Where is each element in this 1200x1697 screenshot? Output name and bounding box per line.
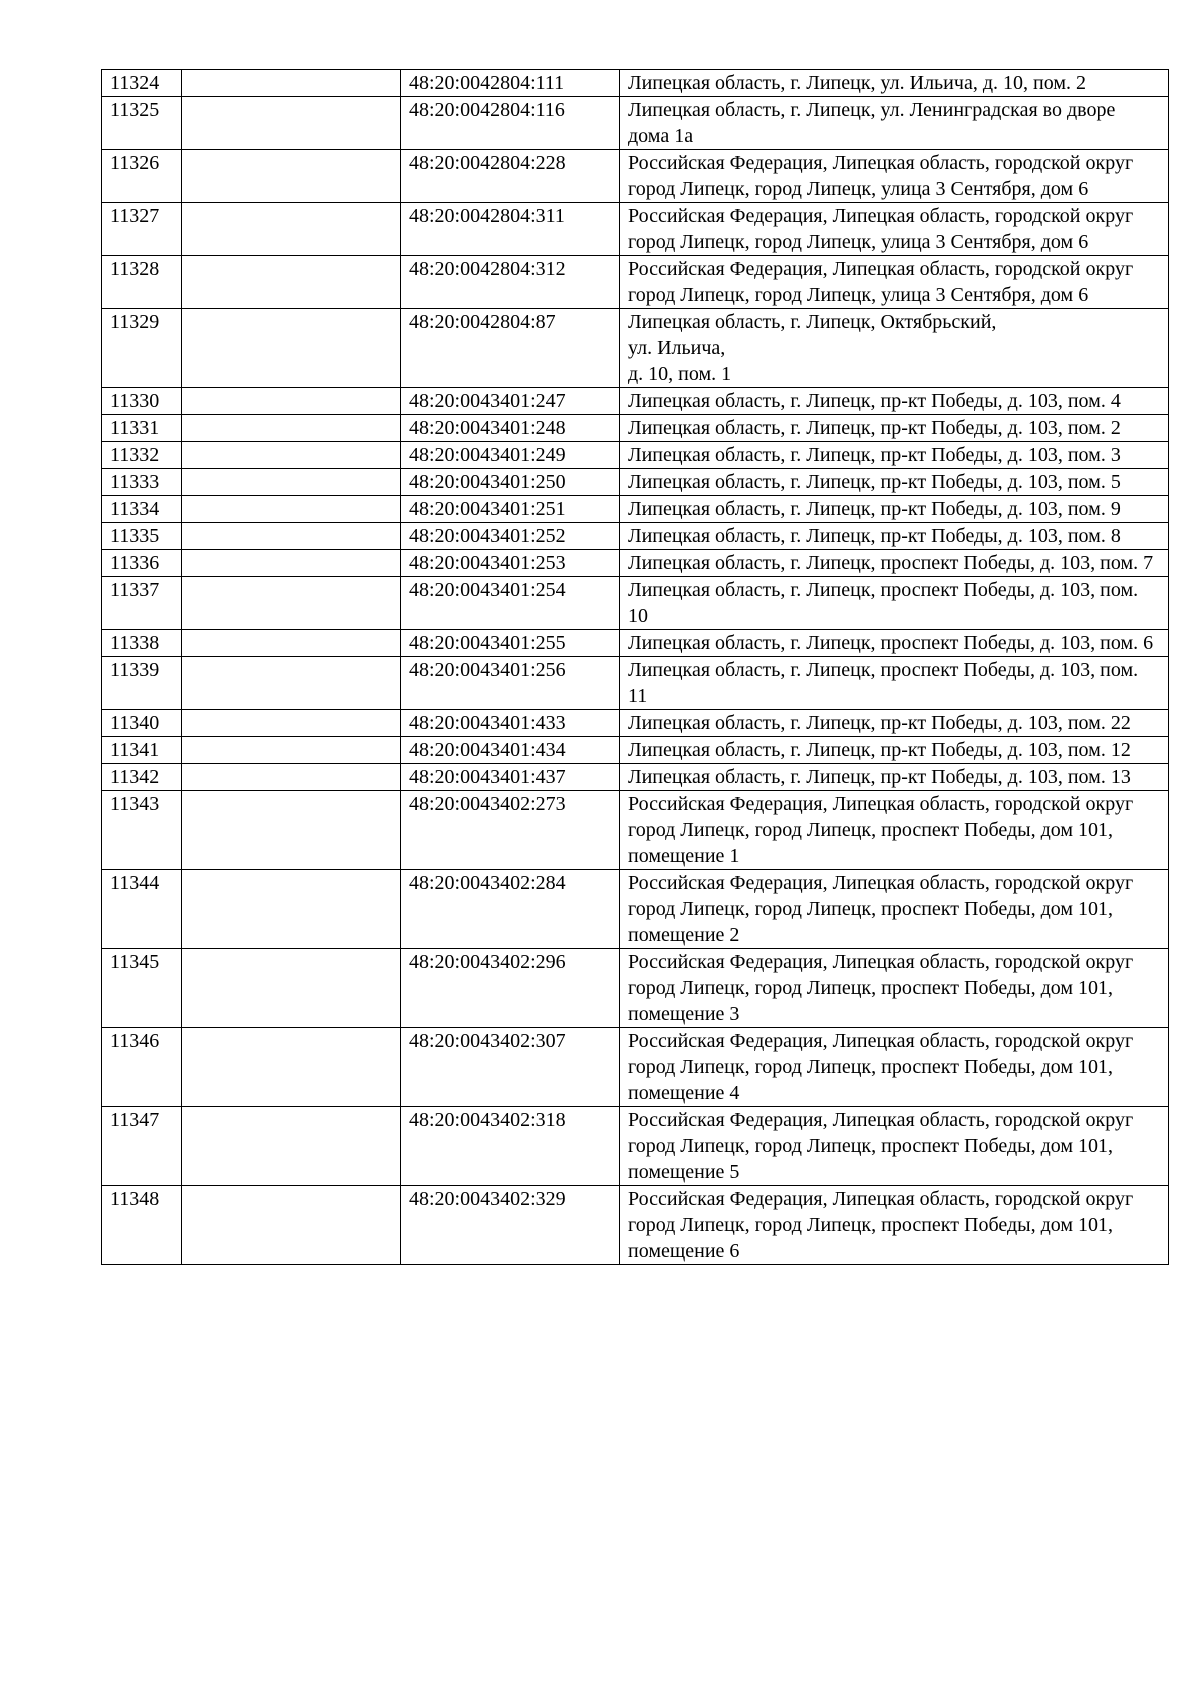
table-row [102, 309, 1169, 388]
cadastral-number-cell: 48:20:0042804:228 [401, 150, 620, 203]
row-number-cell: 11333 [102, 469, 182, 496]
address-cell: Российская Федерация, Липецкая область, городской округ город Липецк, город Липецк, проспект Победы, дом 101, помещение 6 [620, 1186, 1169, 1265]
empty-cell [182, 1028, 401, 1107]
empty-cell [182, 97, 401, 150]
address-cell: Липецкая область, г. Липецк, пр-кт Победы, д. 103, пом. 4 [620, 388, 1169, 415]
row-number-cell: 11330 [102, 388, 182, 415]
cadastral-number-cell: 48:20:0043401:253 [401, 550, 620, 577]
row-number-cell: 11340 [102, 710, 182, 737]
address-cell: Липецкая область, г. Липецк, проспект Победы, д. 103, пом. 11 [620, 657, 1169, 710]
cadastral-number-cell: 48:20:0043402:318 [401, 1107, 620, 1186]
empty-cell [182, 737, 401, 764]
table-row [102, 657, 1169, 710]
table-row [102, 97, 1169, 150]
row-number-cell: 11348 [102, 1186, 182, 1265]
cadastral-number-cell: 48:20:0043401:254 [401, 577, 620, 630]
cadastral-number-cell: 48:20:0043401:255 [401, 630, 620, 657]
empty-cell [182, 203, 401, 256]
cadastral-number-cell: 48:20:0042804:312 [401, 256, 620, 309]
row-number-cell: 11336 [102, 550, 182, 577]
table-row [102, 550, 1169, 577]
cadastral-number-cell: 48:20:0043402:329 [401, 1186, 620, 1265]
row-number-cell: 11341 [102, 737, 182, 764]
address-cell: Российская Федерация, Липецкая область, городской округ город Липецк, город Липецк, проспект Победы, дом 101, помещение 1 [620, 791, 1169, 870]
table-row [102, 256, 1169, 309]
address-cell: Липецкая область, г. Липецк, проспект Победы, д. 103, пом. 6 [620, 630, 1169, 657]
row-number-cell: 11347 [102, 1107, 182, 1186]
cadastral-number-cell: 48:20:0043401:434 [401, 737, 620, 764]
empty-cell [182, 496, 401, 523]
address-cell: Российская Федерация, Липецкая область, городской округ город Липецк, город Липецк, улица 3 Сентября, дом 6 [620, 256, 1169, 309]
property-registry-table [101, 69, 1169, 1265]
empty-cell [182, 150, 401, 203]
cadastral-number-cell: 48:20:0042804:116 [401, 97, 620, 150]
address-cell: Российская Федерация, Липецкая область, городской округ город Липецк, город Липецк, проспект Победы, дом 101, помещение 2 [620, 870, 1169, 949]
table-row [102, 1028, 1169, 1107]
address-cell: Липецкая область, г. Липецк, пр-кт Победы, д. 103, пом. 3 [620, 442, 1169, 469]
address-cell: Липецкая область, г. Липецк, пр-кт Победы, д. 103, пом. 13 [620, 764, 1169, 791]
cadastral-number-cell: 48:20:0043402:284 [401, 870, 620, 949]
row-number-cell: 11331 [102, 415, 182, 442]
table-row [102, 630, 1169, 657]
empty-cell [182, 442, 401, 469]
empty-cell [182, 415, 401, 442]
row-number-cell: 11345 [102, 949, 182, 1028]
empty-cell [182, 870, 401, 949]
table-row [102, 496, 1169, 523]
row-number-cell: 11335 [102, 523, 182, 550]
empty-cell [182, 791, 401, 870]
empty-cell [182, 1107, 401, 1186]
address-cell: Российская Федерация, Липецкая область, городской округ город Липецк, город Липецк, проспект Победы, дом 101, помещение 3 [620, 949, 1169, 1028]
cadastral-number-cell: 48:20:0043402:296 [401, 949, 620, 1028]
cadastral-number-cell: 48:20:0042804:111 [401, 70, 620, 97]
table-row [102, 388, 1169, 415]
table-row [102, 203, 1169, 256]
table-row [102, 870, 1169, 949]
table-row [102, 469, 1169, 496]
address-cell: Липецкая область, г. Липецк, Октябрьский, ул. Ильича, д. 10, пом. 1 [620, 309, 1169, 388]
row-number-cell: 11326 [102, 150, 182, 203]
empty-cell [182, 550, 401, 577]
address-cell: Российская Федерация, Липецкая область, городской округ город Липецк, город Липецк, улица 3 Сентября, дом 6 [620, 150, 1169, 203]
row-number-cell: 11325 [102, 97, 182, 150]
table-row [102, 710, 1169, 737]
table-row [102, 523, 1169, 550]
row-number-cell: 11346 [102, 1028, 182, 1107]
empty-cell [182, 523, 401, 550]
row-number-cell: 11343 [102, 791, 182, 870]
address-cell: Липецкая область, г. Липецк, ул. Ленинградская во дворе дома 1а [620, 97, 1169, 150]
address-cell: Липецкая область, г. Липецк, проспект Победы, д. 103, пом. 10 [620, 577, 1169, 630]
table-row [102, 442, 1169, 469]
cadastral-number-cell: 48:20:0043401:247 [401, 388, 620, 415]
address-cell: Российская Федерация, Липецкая область, городской округ город Липецк, город Липецк, проспект Победы, дом 101, помещение 5 [620, 1107, 1169, 1186]
table-row [102, 150, 1169, 203]
empty-cell [182, 70, 401, 97]
table-row [102, 70, 1169, 97]
row-number-cell: 11334 [102, 496, 182, 523]
empty-cell [182, 469, 401, 496]
cadastral-number-cell: 48:20:0043401:433 [401, 710, 620, 737]
row-number-cell: 11344 [102, 870, 182, 949]
row-number-cell: 11342 [102, 764, 182, 791]
table-row [102, 737, 1169, 764]
address-cell: Российская Федерация, Липецкая область, городской округ город Липецк, город Липецк, проспект Победы, дом 101, помещение 4 [620, 1028, 1169, 1107]
address-cell: Липецкая область, г. Липецк, пр-кт Победы, д. 103, пом. 8 [620, 523, 1169, 550]
address-cell: Липецкая область, г. Липецк, пр-кт Победы, д. 103, пом. 5 [620, 469, 1169, 496]
row-number-cell: 11337 [102, 577, 182, 630]
row-number-cell: 11327 [102, 203, 182, 256]
address-cell: Липецкая область, г. Липецк, пр-кт Победы, д. 103, пом. 22 [620, 710, 1169, 737]
cadastral-number-cell: 48:20:0043401:437 [401, 764, 620, 791]
empty-cell [182, 630, 401, 657]
row-number-cell: 11328 [102, 256, 182, 309]
cadastral-number-cell: 48:20:0043401:256 [401, 657, 620, 710]
table-row [102, 577, 1169, 630]
cadastral-number-cell: 48:20:0043401:248 [401, 415, 620, 442]
row-number-cell: 11324 [102, 70, 182, 97]
empty-cell [182, 949, 401, 1028]
empty-cell [182, 657, 401, 710]
row-number-cell: 11339 [102, 657, 182, 710]
document-page [101, 69, 1168, 1265]
cadastral-number-cell: 48:20:0043401:250 [401, 469, 620, 496]
address-cell: Липецкая область, г. Липецк, ул. Ильича, д. 10, пом. 2 [620, 70, 1169, 97]
table-row [102, 764, 1169, 791]
cadastral-number-cell: 48:20:0043402:307 [401, 1028, 620, 1107]
cadastral-number-cell: 48:20:0042804:87 [401, 309, 620, 388]
empty-cell [182, 388, 401, 415]
table-row [102, 1186, 1169, 1265]
address-cell: Липецкая область, г. Липецк, пр-кт Победы, д. 103, пом. 2 [620, 415, 1169, 442]
empty-cell [182, 710, 401, 737]
registry-table-body [102, 70, 1169, 1265]
table-row [102, 1107, 1169, 1186]
empty-cell [182, 256, 401, 309]
address-cell: Российская Федерация, Липецкая область, городской округ город Липецк, город Липецк, улица 3 Сентября, дом 6 [620, 203, 1169, 256]
empty-cell [182, 309, 401, 388]
address-cell: Липецкая область, г. Липецк, пр-кт Победы, д. 103, пом. 12 [620, 737, 1169, 764]
empty-cell [182, 1186, 401, 1265]
address-cell: Липецкая область, г. Липецк, пр-кт Победы, д. 103, пом. 9 [620, 496, 1169, 523]
cadastral-number-cell: 48:20:0042804:311 [401, 203, 620, 256]
cadastral-number-cell: 48:20:0043401:252 [401, 523, 620, 550]
cadastral-number-cell: 48:20:0043402:273 [401, 791, 620, 870]
table-row [102, 415, 1169, 442]
address-cell: Липецкая область, г. Липецк, проспект Победы, д. 103, пом. 7 [620, 550, 1169, 577]
table-row [102, 949, 1169, 1028]
cadastral-number-cell: 48:20:0043401:249 [401, 442, 620, 469]
row-number-cell: 11332 [102, 442, 182, 469]
table-row [102, 791, 1169, 870]
empty-cell [182, 764, 401, 791]
row-number-cell: 11329 [102, 309, 182, 388]
row-number-cell: 11338 [102, 630, 182, 657]
empty-cell [182, 577, 401, 630]
cadastral-number-cell: 48:20:0043401:251 [401, 496, 620, 523]
